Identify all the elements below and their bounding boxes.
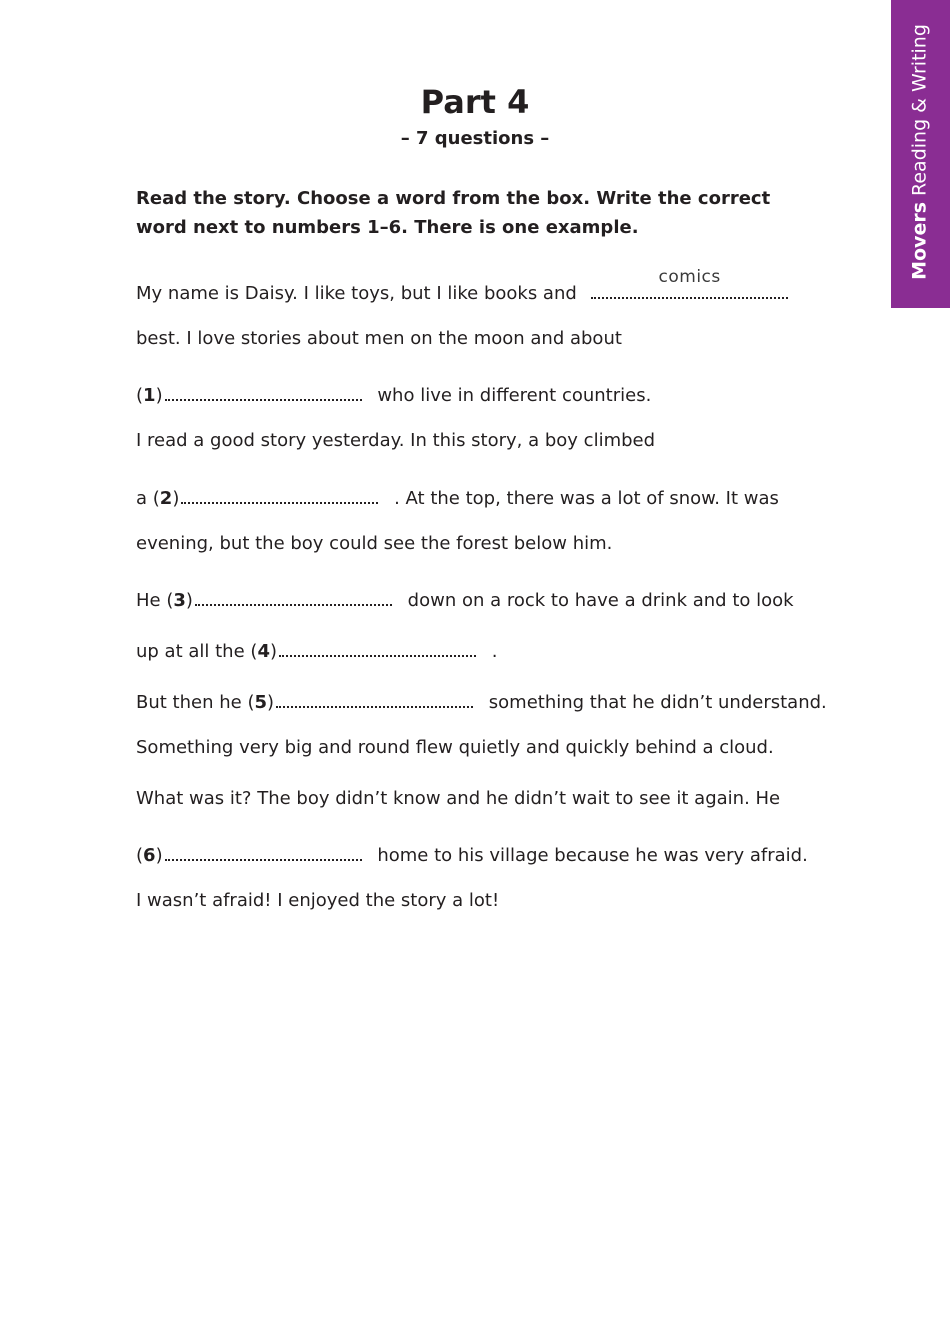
- story-text: best. I love stories about men on the moon and about: [136, 328, 622, 349]
- question-number: (3): [166, 590, 193, 611]
- story-line: [136, 688, 827, 712]
- story-text: something that he didn’t understand.: [488, 692, 827, 713]
- question-number: (2): [152, 488, 180, 509]
- story-text: a: [136, 488, 148, 509]
- answer-blank-6[interactable]: [165, 841, 362, 861]
- answer-blank-3[interactable]: [195, 586, 392, 606]
- level-label: Movers: [908, 201, 931, 280]
- question-number: (1): [136, 385, 163, 406]
- story-text: evening, but the boy could see the forest below him.: [136, 533, 613, 554]
- page-subtitle: – 7 questions –: [400, 128, 550, 149]
- story-line: [136, 381, 651, 405]
- example-answer: comics: [658, 267, 721, 287]
- question-number-value: 5: [254, 692, 267, 713]
- question-number: (5): [247, 692, 275, 713]
- answer-blank-2[interactable]: [181, 484, 378, 504]
- story-text: Something very big and round flew quietly and quickly behind a cloud.: [136, 737, 774, 758]
- story-line: [136, 432, 655, 450]
- story-line: [136, 739, 774, 757]
- story-text: I read a good story yesterday. In this story, a boy climbed: [136, 430, 656, 451]
- question-number-value: 4: [257, 641, 270, 662]
- story-text: up at all the: [136, 641, 245, 662]
- question-number-value: 1: [143, 385, 156, 406]
- answer-blank-1[interactable]: [165, 381, 362, 401]
- story-text: But then he: [136, 692, 242, 713]
- story-text: who live in different countries.: [377, 385, 652, 406]
- story-text: .: [491, 641, 498, 662]
- story-line: [136, 535, 612, 553]
- page-title: Part 4: [420, 83, 530, 121]
- instructions: Read the story. Choose a word from the box. Write the correct word next to numbers 1–6. There is one example.: [136, 188, 771, 238]
- question-number: (6): [136, 845, 163, 866]
- story-line: [136, 892, 499, 910]
- story-text: home to his village because he was very afraid.: [377, 845, 808, 866]
- question-number: (4): [250, 641, 277, 662]
- example-answer-blank: [591, 267, 788, 299]
- question-number-value: 6: [143, 845, 156, 866]
- side-tab-label: [908, 24, 931, 280]
- story-line: [136, 637, 497, 661]
- question-number-value: 3: [173, 590, 186, 611]
- story-line: [136, 267, 798, 304]
- story-text: My name is Daisy. I like toys, but I like books and: [136, 283, 577, 304]
- story-text: . At the top, there was a lot of snow. It was: [394, 488, 779, 509]
- side-tab: [891, 0, 950, 308]
- story-line: [136, 330, 622, 348]
- story-line: [136, 484, 779, 508]
- story-text: I wasn’t afraid! I enjoyed the story a lot!: [136, 890, 500, 911]
- paper-label: Reading & Writing: [908, 24, 931, 196]
- answer-blank-4[interactable]: [279, 637, 476, 657]
- story-line: [136, 586, 794, 610]
- story-line: [136, 790, 780, 808]
- answer-blank-5[interactable]: [276, 688, 473, 708]
- question-number-value: 2: [159, 488, 173, 509]
- story-text: down on a rock to have a drink and to look: [407, 590, 794, 611]
- story-line: [136, 841, 808, 865]
- story-text: He: [136, 590, 161, 611]
- story-text: What was it? The boy didn’t know and he didn’t wait to see it again. He: [136, 788, 781, 809]
